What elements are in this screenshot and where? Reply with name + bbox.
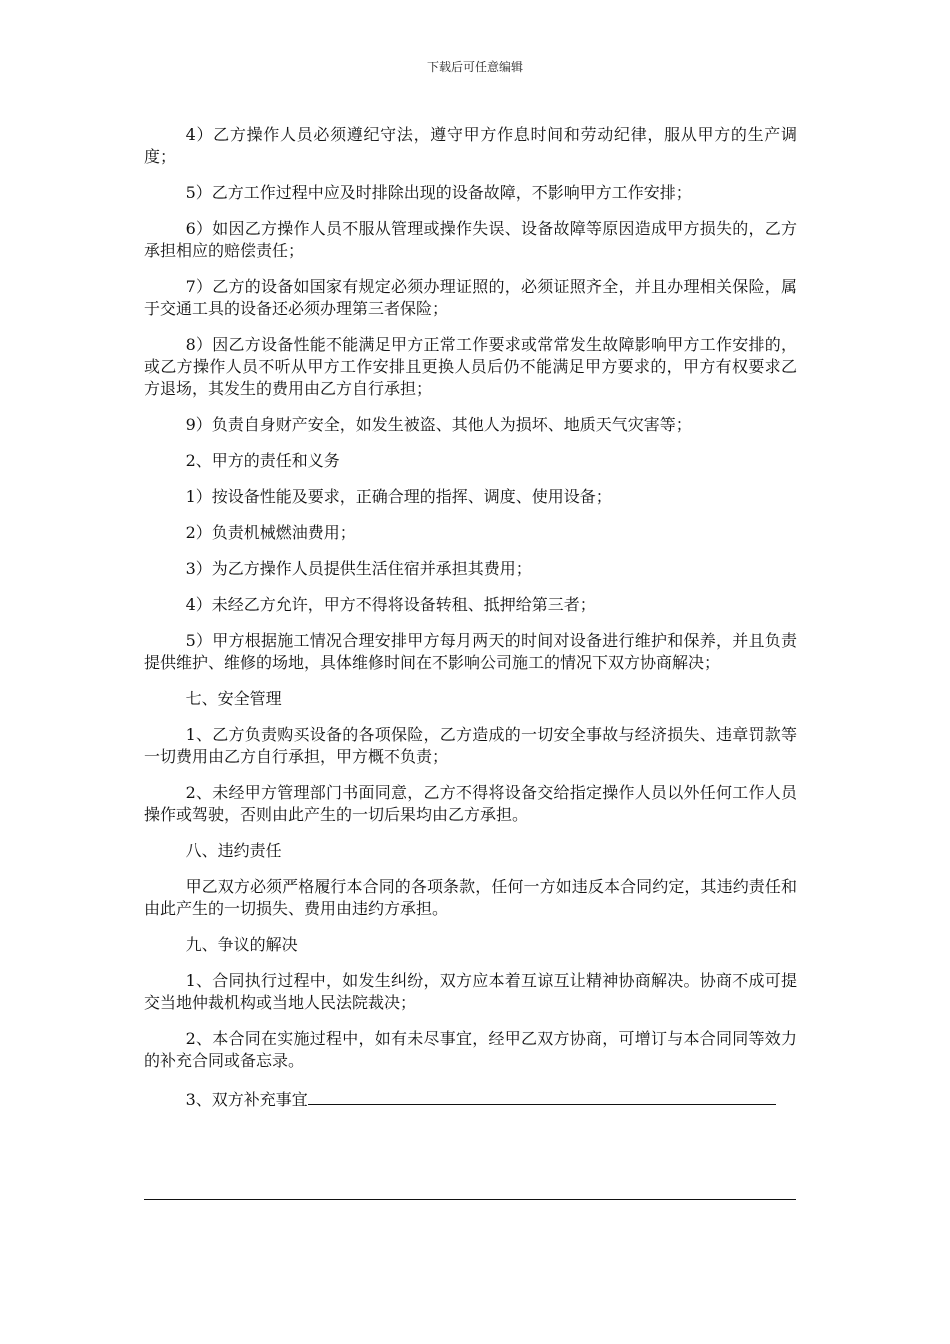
supplement-fill-line[interactable] xyxy=(308,1086,776,1105)
clause-supplement xyxy=(144,1086,797,1111)
supplement-label: 3、双方补充事宜 xyxy=(185,1090,308,1109)
clause-dispute-1: 1、合同执行过程中，如发生纠纷，双方应本着互谅互让精神协商解决。协商不成可提交当地仲裁机构或当地人民法院裁决； xyxy=(144,971,797,1012)
clause-b4: 4）乙方操作人员必须遵纪守法，遵守甲方作息时间和劳动纪律，服从甲方的生产调度； xyxy=(144,125,797,166)
clause-a3: 3）为乙方操作人员提供生活住宿并承担其费用； xyxy=(185,559,532,578)
clause-a1: 1）按设备性能及要求，正确合理的指挥、调度、使用设备； xyxy=(185,487,612,506)
clause-a4: 4）未经乙方允许，甲方不得将设备转租、抵押给第三者； xyxy=(185,595,596,614)
clause-b9: 9）负责自身财产安全，如发生被盗、其他人为损坏、地质天气灾害等； xyxy=(185,415,692,434)
clause-b7: 7）乙方的设备如国家有规定必须办理证照的，必须证照齐全，并且办理相关保险，属于交通工具的设备还必须办理第三者保险； xyxy=(144,277,797,318)
page-header: 下载后可任意编辑 xyxy=(426,60,523,74)
clause-a2: 2）负责机械燃油费用； xyxy=(185,523,356,542)
clause-b5: 5）乙方工作过程中应及时排除出现的设备故障，不影响甲方工作安排； xyxy=(185,183,692,202)
clause-a5: 5）甲方根据施工情况合理安排甲方每月两天的时间对设备进行维护和保养，并且负责提供维护、维修的场地，具体维修时间在不影响公司施工的情况下双方协商解决； xyxy=(144,631,797,672)
clause-safety-1: 1、乙方负责购买设备的各项保险，乙方造成的一切安全事故与经济损失、违章罚款等一切费用由乙方自行承担，甲方概不负责； xyxy=(144,725,797,766)
clause-b6: 6）如因乙方操作人员不服从管理或操作失误、设备故障等原因造成甲方损失的，乙方承担相应的赔偿责任； xyxy=(144,219,797,260)
section-heading-dispute: 九、争议的解决 xyxy=(185,935,298,954)
section-heading-party-a: 2、甲方的责任和义务 xyxy=(185,451,340,470)
clause-safety-2: 2、未经甲方管理部门书面同意，乙方不得将设备交给指定操作人员以外任何工作人员操作或驾驶，否则由此产生的一切后果均由乙方承担。 xyxy=(144,783,797,824)
section-heading-safety: 七、安全管理 xyxy=(185,689,282,708)
supplement-fill-line-2[interactable] xyxy=(144,1199,796,1200)
clause-b8: 8）因乙方设备性能不能满足甲方正常工作要求或常常发生故障影响甲方工作安排的，或乙方操作人员不听从甲方工作安排且更换人员后仍不能满足甲方要求的，甲方有权要求乙方退场，其发生的费用由乙方自行承担； xyxy=(144,335,797,398)
section-heading-breach: 八、违约责任 xyxy=(185,841,282,860)
clause-breach: 甲乙双方必须严格履行本合同的各项条款，任何一方如违反本合同约定，其违约责任和由此产生的一切损失、费用由违约方承担。 xyxy=(144,877,797,918)
document-body xyxy=(144,124,797,1133)
clause-dispute-2: 2、本合同在实施过程中，如有未尽事宜，经甲乙双方协商，可增订与本合同同等效力的补充合同或备忘录。 xyxy=(144,1029,797,1070)
